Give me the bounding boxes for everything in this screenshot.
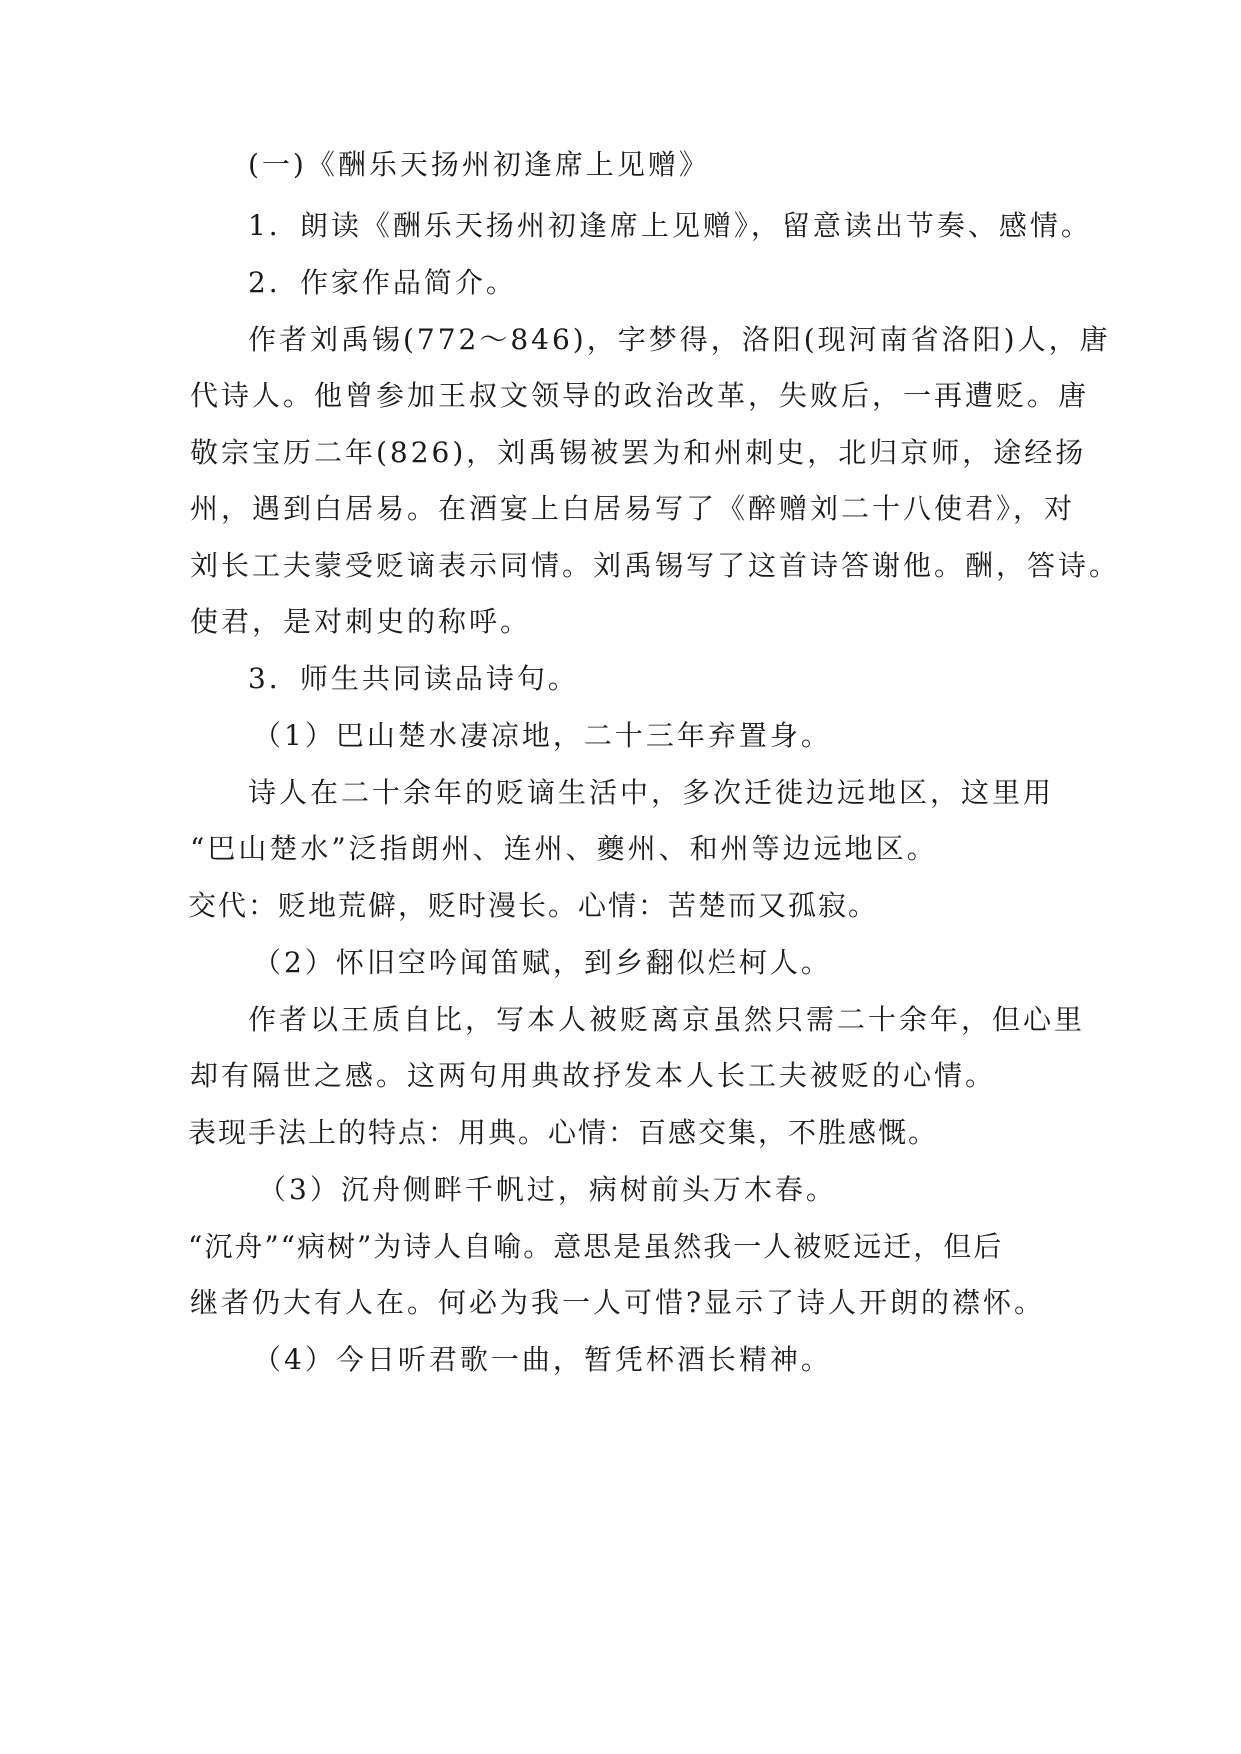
verse-1: （1）巴山楚水凄凉地，二十三年弃置身。 [253, 719, 832, 752]
item-3: 3．师生共同读品诗句。 [248, 662, 579, 695]
verse-2-note: 作者以王质自比，写本人被贬离京虽然只需二十余年，但心里 [248, 1003, 1086, 1036]
intro-line: 代诗人。他曾参加王叔文领导的政治改革，失败后，一再遭贬。唐 [190, 379, 1090, 412]
verse-1-note: 交代：贬地荒僻，贬时漫长。心情：苦楚而又孤寂。 [188, 889, 879, 922]
intro-line: 作者刘禹锡(772～846)，字梦得，洛阳(现河南省洛阳)人，唐 [248, 323, 1111, 356]
verse-2-note: 却有隔世之感。这两句用典故抒发本人长工夫被贬的心情。 [190, 1059, 997, 1092]
verse-3-note: 继者仍大有人在。何必为我一人可惜?显示了诗人开朗的襟怀。 [190, 1286, 1046, 1319]
intro-line: 州，遇到白居易。在酒宴上白居易写了《醉赠刘二十八使君》，对 [190, 492, 1076, 525]
intro-line: 使君，是对刺史的称呼。 [190, 605, 532, 638]
intro-line: 敬宗宝历二年(826)，刘禹锡被罢为和州刺史，北归京师，途经扬 [190, 436, 1087, 469]
verse-3: （3）沉舟侧畔千帆过，病树前头万木春。 [258, 1173, 837, 1206]
intro-line: 刘长工夫蒙受贬谪表示同情。刘禹锡写了这首诗答谢他。酬，答诗。 [190, 549, 1121, 582]
section-title: (一)《酬乐天扬州初逢席上见赠》 [248, 148, 710, 181]
verse-1-note: 诗人在二十余年的贬谪生活中，多次迁徙边远地区，这里用 [248, 776, 1055, 809]
verse-4: （4）今日听君歌一曲，暂凭杯酒长精神。 [253, 1343, 832, 1376]
item-1: 1．朗读《酬乐天扬州初逢席上见赠》，留意读出节奏、感情。 [248, 209, 1092, 242]
verse-2-note: 表现手法上的特点：用典。心情：百感交集，不胜感慨。 [188, 1116, 939, 1149]
item-2: 2．作家作品简介。 [248, 266, 517, 299]
verse-3-note: “沉舟”“病树”为诗人自喻。意思是虽然我一人被贬远迁，但后 [188, 1230, 1004, 1263]
verse-2: （2）怀旧空吟闻笛赋，到乡翻似烂柯人。 [253, 946, 832, 979]
verse-1-note: “巴山楚水”泛指朗州、连州、夔州、和州等边远地区。 [190, 832, 938, 865]
